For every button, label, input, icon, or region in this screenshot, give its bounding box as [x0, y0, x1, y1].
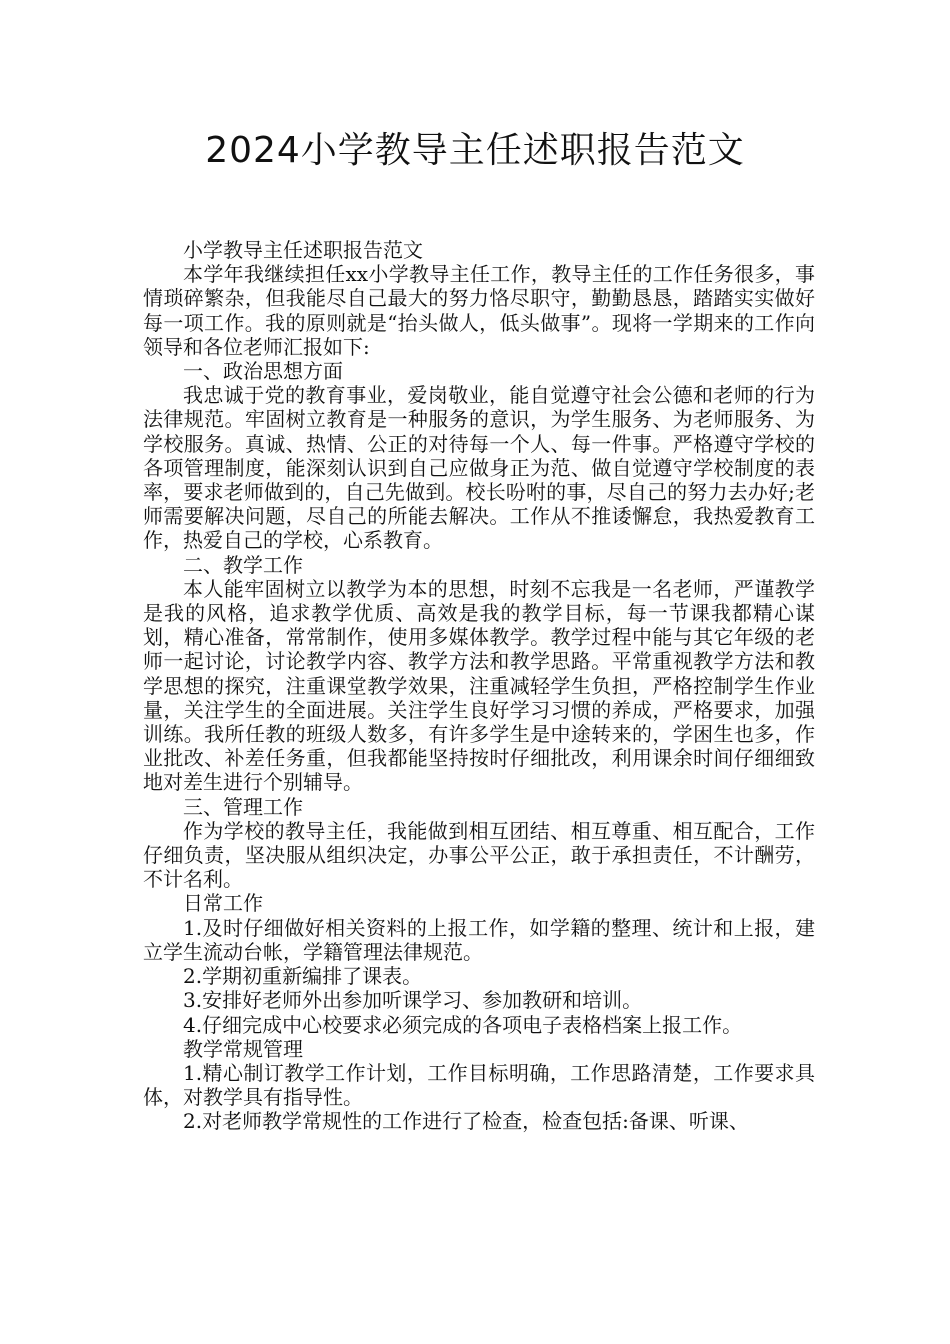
document-body: [143, 238, 815, 1134]
section-heading-politics: 一、政治思想方面: [183, 359, 343, 384]
list-item: 1.精心制订教学工作计划，工作目标明确，工作思路清楚，工作要求具体，对教学具有指导性。: [143, 1060, 815, 1110]
list-item: 2.学期初重新编排了课表。: [183, 964, 423, 989]
politics-paragraph: 我忠诚于党的教育事业，爱岗敬业，能自觉遵守社会公德和老师的行为法律规范。牢固树立教育是一种服务的意识，为学生服务、为老师服务、为学校服务。真诚、热情、公正的对待每一个人、每一件事。严格遵守学校的各项管理制度，能深刻认识到自己应做身正为范、做自觉遵守学校制度的表率，要求老师做到的，自己先做到。校长吩咐的事，尽自己的努力去办好;老师需要解决问题，尽自己的所能去解决。工作从不推诿懈怠，我热爱教育工作，热爱自己的学校，心系教育。: [143, 383, 815, 553]
section-heading-teaching: 二、教学工作: [183, 552, 303, 577]
subtitle-paragraph: 小学教导主任述职报告范文: [183, 238, 423, 262]
subheading-daily-work: 日常工作: [183, 891, 263, 916]
subheading-teaching-routine: 教学常规管理: [183, 1036, 303, 1061]
document-title: 2024小学教导主任述职报告范文: [205, 130, 745, 171]
management-paragraph: 作为学校的教导主任，我能做到相互团结、相互尊重、相互配合，工作仔细负责，坚决服从组织决定，办事公平公正，敢于承担责任，不计酬劳，不计名利。: [143, 818, 815, 892]
list-item: 3.安排好老师外出参加听课学习、参加教研和培训。: [183, 988, 643, 1013]
teaching-paragraph: 本人能牢固树立以教学为本的思想，时刻不忘我是一名老师，严谨教学是我的风格，追求教学优质、高效是我的教学目标，每一节课我都精心谋划，精心准备，常常制作，使用多媒体教学。教学过程中能与其它年级的老师一起讨论，讨论教学内容、教学方法和教学思路。平常重视教学方法和教学思想的探究，注重课堂教学效果，注重减轻学生负担，严格控制学生作业量，关注学生的全面进展。关注学生良好学习习惯的养成，严格要求，加强训练。我所任教的班级人数多，有许多学生是中途转来的，学困生也多，作业批改、补差任务重，但我都能坚持按时仔细批改，利用课余时间仔细细致地对差生进行个别辅导。: [143, 576, 815, 795]
list-item: 1.及时仔细做好相关资料的上报工作，如学籍的整理、统计和上报，建立学生流动台帐，学籍管理法律规范。: [143, 915, 815, 964]
list-item: 2.对老师教学常规性的工作进行了检查，检查包括:备课、听课、: [183, 1109, 749, 1134]
list-item: 4.仔细完成中心校要求必须完成的各项电子表格档案上报工作。: [183, 1012, 743, 1037]
intro-paragraph: 本学年我继续担任xx小学教导主任工作，教导主任的工作任务很多，事情琐碎繁杂，但我能尽自己最大的努力恪尽职守，勤勤恳恳，踏踏实实做好每一项工作。我的原则就是“抬头做人，低头做事”。现将一学期来的工作向领导和各位老师汇报如下:: [143, 262, 815, 359]
section-heading-management: 三、管理工作: [183, 794, 303, 819]
